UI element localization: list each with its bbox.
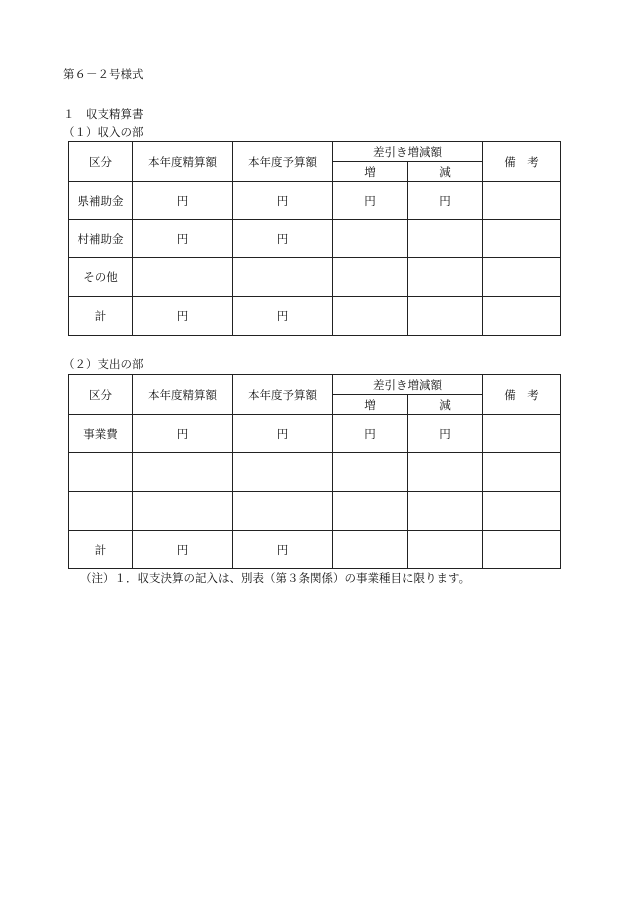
row-label xyxy=(69,453,133,492)
header-remarks: 備 考 xyxy=(483,375,561,415)
settled-cell xyxy=(133,453,233,492)
header-increase: 増 xyxy=(333,162,408,182)
increase-cell xyxy=(333,453,408,492)
increase-cell: 円 xyxy=(333,415,408,453)
decrease-cell xyxy=(408,220,483,258)
header-diff: 差引き増減額 xyxy=(333,375,483,395)
increase-cell xyxy=(333,492,408,531)
income-table xyxy=(68,141,561,336)
budget-cell xyxy=(233,453,333,492)
budget-cell: 円 xyxy=(233,531,333,569)
budget-cell: 円 xyxy=(233,415,333,453)
header-budget: 本年度予算額 xyxy=(233,142,333,182)
form-number: 第６－２号様式 xyxy=(63,67,144,81)
footnote: （注）１．収支決算の記入は、別表（第３条関係）の事業種目に限ります。 xyxy=(80,571,471,585)
increase-cell xyxy=(333,531,408,569)
row-label: 計 xyxy=(69,297,133,336)
table-row xyxy=(69,492,561,531)
decrease-cell xyxy=(408,258,483,297)
table-row xyxy=(69,415,561,453)
settled-cell: 円 xyxy=(133,220,233,258)
row-label: 村補助金 xyxy=(69,220,133,258)
remarks-cell xyxy=(483,297,561,336)
header-settled: 本年度精算額 xyxy=(133,375,233,415)
decrease-cell: 円 xyxy=(408,182,483,220)
row-label: その他 xyxy=(69,258,133,297)
settled-cell: 円 xyxy=(133,297,233,336)
table-row xyxy=(69,297,561,336)
header-category: 区分 xyxy=(69,375,133,415)
increase-cell: 円 xyxy=(333,182,408,220)
remarks-cell xyxy=(483,182,561,220)
table-row xyxy=(69,531,561,569)
table-row xyxy=(69,182,561,220)
row-label: 県補助金 xyxy=(69,182,133,220)
decrease-cell xyxy=(408,453,483,492)
header-remarks: 備 考 xyxy=(483,142,561,182)
income-heading: （１）収入の部 xyxy=(63,125,144,139)
remarks-cell xyxy=(483,220,561,258)
increase-cell xyxy=(333,220,408,258)
header-decrease: 減 xyxy=(408,162,483,182)
header-settled: 本年度精算額 xyxy=(133,142,233,182)
remarks-cell xyxy=(483,492,561,531)
row-label xyxy=(69,492,133,531)
budget-cell: 円 xyxy=(233,182,333,220)
settled-cell: 円 xyxy=(133,182,233,220)
decrease-cell: 円 xyxy=(408,415,483,453)
budget-cell: 円 xyxy=(233,220,333,258)
header-budget: 本年度予算額 xyxy=(233,375,333,415)
settled-cell: 円 xyxy=(133,531,233,569)
remarks-cell xyxy=(483,453,561,492)
settled-cell xyxy=(133,492,233,531)
decrease-cell xyxy=(408,297,483,336)
increase-cell xyxy=(333,258,408,297)
budget-cell xyxy=(233,258,333,297)
section-title: １ 収支精算書 xyxy=(63,107,144,121)
settled-cell xyxy=(133,258,233,297)
remarks-cell xyxy=(483,258,561,297)
remarks-cell xyxy=(483,531,561,569)
table-row xyxy=(69,258,561,297)
row-label: 計 xyxy=(69,531,133,569)
decrease-cell xyxy=(408,492,483,531)
header-increase: 増 xyxy=(333,395,408,415)
header-decrease: 減 xyxy=(408,395,483,415)
budget-cell: 円 xyxy=(233,297,333,336)
expense-heading: （２）支出の部 xyxy=(63,357,144,371)
remarks-cell xyxy=(483,415,561,453)
expense-table xyxy=(68,374,561,569)
table-row xyxy=(69,220,561,258)
table-row xyxy=(69,453,561,492)
budget-cell xyxy=(233,492,333,531)
row-label: 事業費 xyxy=(69,415,133,453)
header-diff: 差引き増減額 xyxy=(333,142,483,162)
header-category: 区分 xyxy=(69,142,133,182)
increase-cell xyxy=(333,297,408,336)
decrease-cell xyxy=(408,531,483,569)
settled-cell: 円 xyxy=(133,415,233,453)
